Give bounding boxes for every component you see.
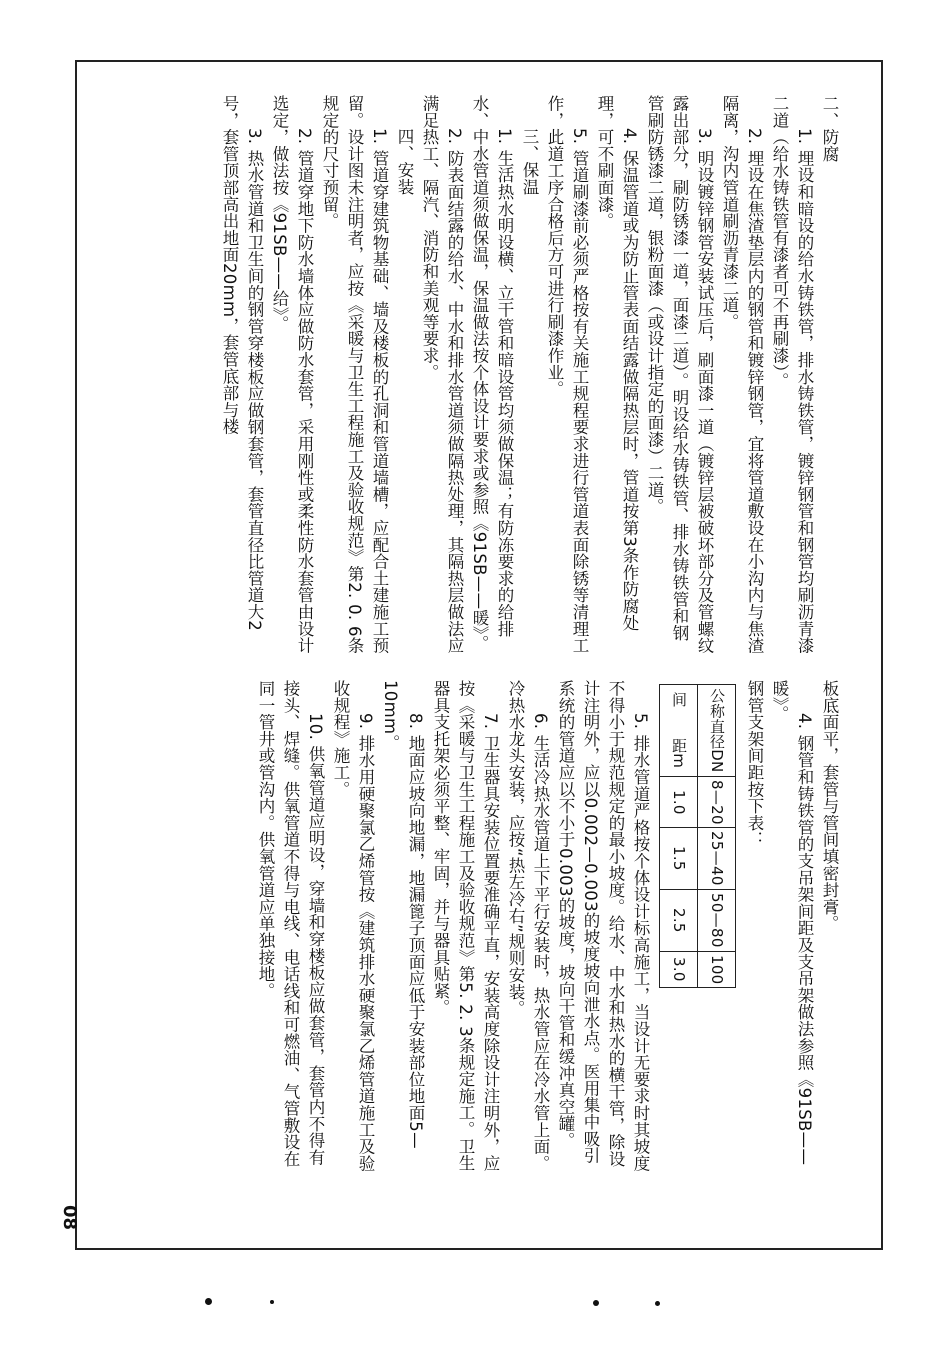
table-cell: 25—40 bbox=[698, 828, 736, 890]
scan-speck bbox=[593, 1300, 599, 1306]
section-heading-anticorrosion: 二、防腐 bbox=[820, 95, 839, 163]
paragraph: 10. 供氧管道应明设，穿墙和穿楼板应做套管，套管内不得有接头、焊缝。供氧管道不得与电线、电话线和可燃油、气管敷设在同一管井或管沟内。供氧管道应单独接地。 bbox=[256, 680, 325, 1168]
section-heading-installation: 四、安装 bbox=[395, 128, 414, 196]
paragraph: 1. 管道穿建筑物基础、墙及楼板的孔洞和管道墙槽，应配合土建施工预留。设计图未注明者，应按《采暖与卫生工程施工及验收规范》第2. 0. 6条规定的尺寸预留。 bbox=[320, 95, 389, 654]
paragraph: 7. 卫生器具安装位置要准确平直，安装高度除设计注明外，应按《采暖与卫生工程施工及验收规范》第5. 2. 3条规定施工。卫生器具支托架必须平整、牢固，并与器具贴紧。 bbox=[431, 680, 500, 1172]
table-cell: 1.0 bbox=[660, 776, 698, 828]
section-heading-insulation: 三、保温 bbox=[520, 128, 539, 196]
table-cell: 2.5 bbox=[660, 890, 698, 952]
table-cell: 1.5 bbox=[660, 828, 698, 890]
paragraph: 2. 管道穿地下防水墙体应做防水套管，采用刚性或柔性防水套管由设计选定，做法按《91SB——给》。 bbox=[270, 95, 314, 654]
paragraph: 8. 地面应坡向地漏，地漏篦子顶面应低于安装部位地面5—10mm。 bbox=[381, 680, 425, 1149]
scan-speck bbox=[270, 1300, 274, 1304]
paragraph: 2. 防表面结露的给水、中水和排水管道须做隔热处理，其隔热层做法应满足热工、隔汽、消防和美观等要求。 bbox=[420, 95, 464, 654]
paragraph: 5. 排水管道严格按个体设计标高施工，当设计无要求时其坡度不得小于规范规定的最小坡度。给水、中水和热水的横干管，除设计注明外，应以0.002—0.003的坡度坡向泄水点。医用集中吸引系统的管道应以不小于0.003的坡度，坡向干管和缓冲真空罐。 bbox=[556, 680, 650, 1172]
paragraph: 4. 保温管道或为防止管表面结露做隔热层时，管道按第3条作防腐处理，可不刷面漆。 bbox=[595, 95, 639, 632]
spacing-table-wrapper bbox=[659, 684, 736, 1176]
paragraph: 6. 生活冷热水管道上下平行安装时，热水管应在冷水管上面。冷热水龙头安装，应按“热左冷右”规则安装。 bbox=[506, 680, 550, 1172]
paragraph: 3. 明设镀锌钢管安装试压后，刷面漆一道（镀锌层被破坏部分及管螺纹露出部分，刷防锈漆一道，面漆二道）。明设给水铸铁管、排水铸铁管和钢管刷防锈漆二道，银粉面漆（或设计指定的面漆）二道。 bbox=[645, 95, 714, 654]
table-cell: 50—80 bbox=[698, 890, 736, 952]
paragraph: 板底面平，套管与管间填密封膏。 bbox=[820, 680, 839, 932]
paragraph: 3. 热水管道和卫生间的钢管穿楼板应做钢套管，套管直径比管道大2号，套管顶部高出地面20mm，套管底部与楼 bbox=[220, 95, 264, 632]
table-cell: 8—20 bbox=[698, 776, 736, 828]
scan-speck bbox=[205, 1298, 212, 1305]
table-cell: 3.0 bbox=[660, 951, 698, 988]
paragraph: 4. 钢管和铸铁管的支吊架间距及支吊架做法参照《91SB——暖》。 bbox=[770, 680, 814, 1166]
text-column-upper bbox=[102, 95, 842, 655]
table-cell: 100 bbox=[698, 951, 736, 988]
paragraph: 钢管支架间距按下表： bbox=[745, 680, 764, 848]
table-row-label: 公称直径DN bbox=[698, 685, 736, 777]
paragraph: 5. 管道刷漆前必须严格按有关施工规程要求进行管道表面除锈等清理工作，此道工序合格后方可进行刷漆作业。 bbox=[545, 95, 589, 654]
table-row-label: 间 距m bbox=[660, 685, 698, 777]
text-column-lower bbox=[102, 680, 842, 1180]
scan-speck bbox=[655, 1301, 660, 1306]
paragraph: 9. 排水用硬聚氯乙烯管按《建筑排水硬聚氯乙烯管道施工及验收规程》施工。 bbox=[331, 680, 375, 1172]
paragraph: 1. 生活热水明设横、立干管和暗设管均须做保温；有防冻要求的给排水、中水管道须做保温，保温做法按个体设计要求或参照《91SB——暖》。 bbox=[470, 95, 514, 652]
page-number: 08 bbox=[59, 1205, 80, 1231]
paragraph: 2. 埋设在焦渣垫层内的钢管和镀锌钢管，宜将管道敷设在小沟内与焦渣隔离，沟内管道刷沥青漆二道。 bbox=[720, 95, 764, 654]
pipe-support-spacing-table bbox=[659, 684, 736, 988]
paragraph: 1. 埋设和暗设的给水铸铁管，排水铸铁管，镀锌钢管和钢管均刷沥青漆二道（给水铸铁管有漆者可不再刷漆）。 bbox=[770, 95, 814, 654]
